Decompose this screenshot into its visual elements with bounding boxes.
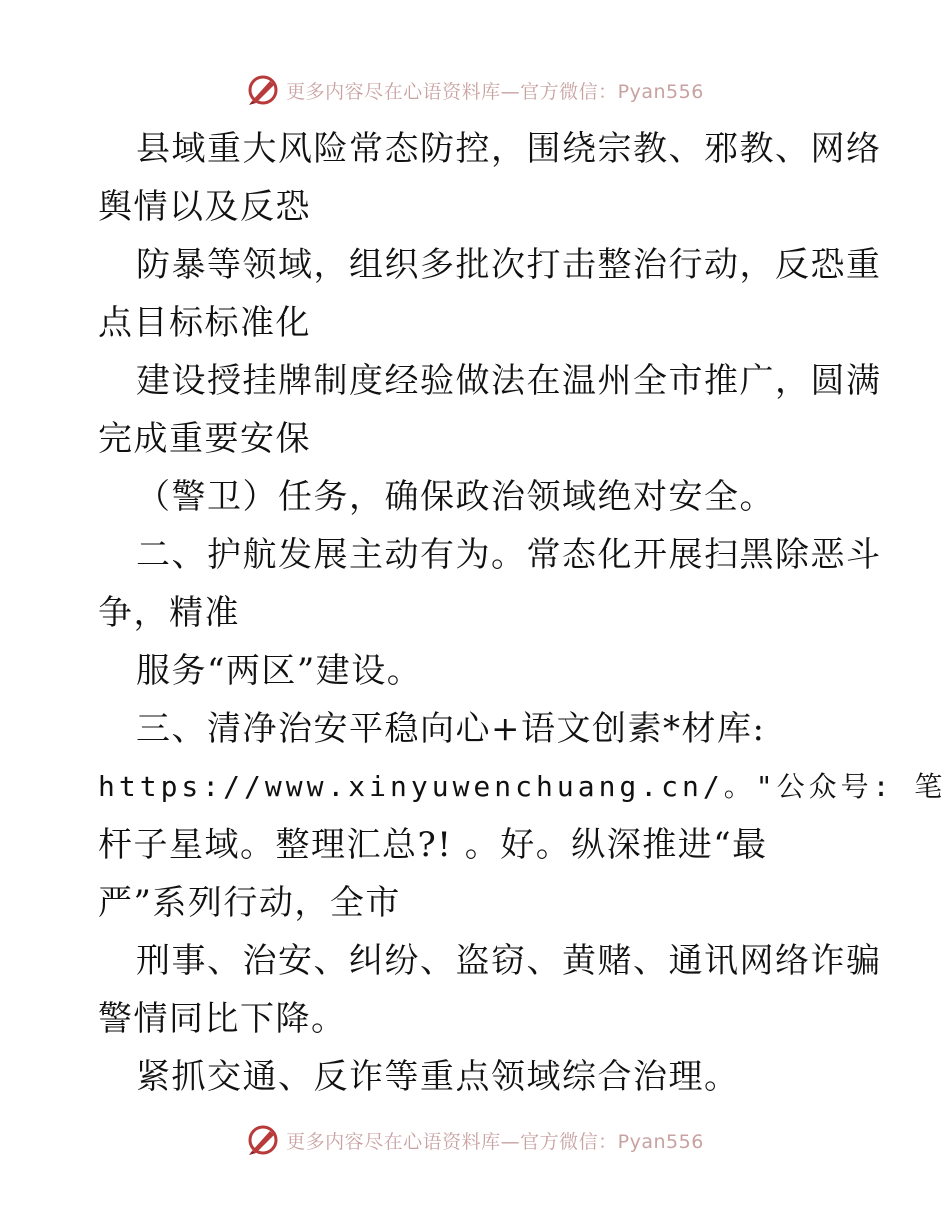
text-line: 警情同比下降。 xyxy=(98,999,347,1039)
text-line: 紧抓交通、反诈等重点领域综合治理。 xyxy=(136,1057,740,1097)
document-body xyxy=(98,120,947,1106)
text-line: 舆情以及反恐 xyxy=(98,187,311,227)
text-line: 二、护航发展主动有为。常态化开展扫黑除恶斗 xyxy=(136,535,882,575)
text-line: 点目标标准化 xyxy=(98,303,311,343)
watermark-text: 更多内容尽在心语资料库—官方微信：Pyan556 xyxy=(286,1130,704,1153)
pen-circle-logo-icon xyxy=(246,73,280,107)
url-text-line: https://www.xinyuwenchuang.cn/。"公众号: 笔 xyxy=(98,770,947,803)
text-line: 服务“两区”建设。 xyxy=(136,651,423,691)
text-line: 杆子星域。整理汇总?! 。好。纵深推进“最 xyxy=(98,825,768,865)
watermark-text: 更多内容尽在心语资料库—官方微信：Pyan556 xyxy=(286,80,704,103)
text-line: 防暴等领域，组织多批次打击整治行动，反恐重 xyxy=(136,245,882,285)
text-line: 刑事、治安、纠纷、盗窃、黄赌、通讯网络诈骗 xyxy=(136,941,882,981)
text-line: 争，精准 xyxy=(98,593,240,633)
text-line: 县域重大风险常态防控，围绕宗教、邪教、网络 xyxy=(136,129,882,169)
text-line: （警卫）任务，确保政治领域绝对安全。 xyxy=(136,477,775,517)
text-line: 完成重要安保 xyxy=(98,419,311,459)
text-line: 建设授挂牌制度经验做法在温州全市推广，圆满 xyxy=(136,361,882,401)
pen-circle-logo-icon xyxy=(246,1123,280,1157)
footer-watermark xyxy=(0,1122,950,1158)
text-line: 严”系列行动，全市 xyxy=(98,883,401,923)
text-line: 三、清净治安平稳向心+语文创素*材库: xyxy=(136,709,766,749)
header-watermark xyxy=(0,72,950,108)
